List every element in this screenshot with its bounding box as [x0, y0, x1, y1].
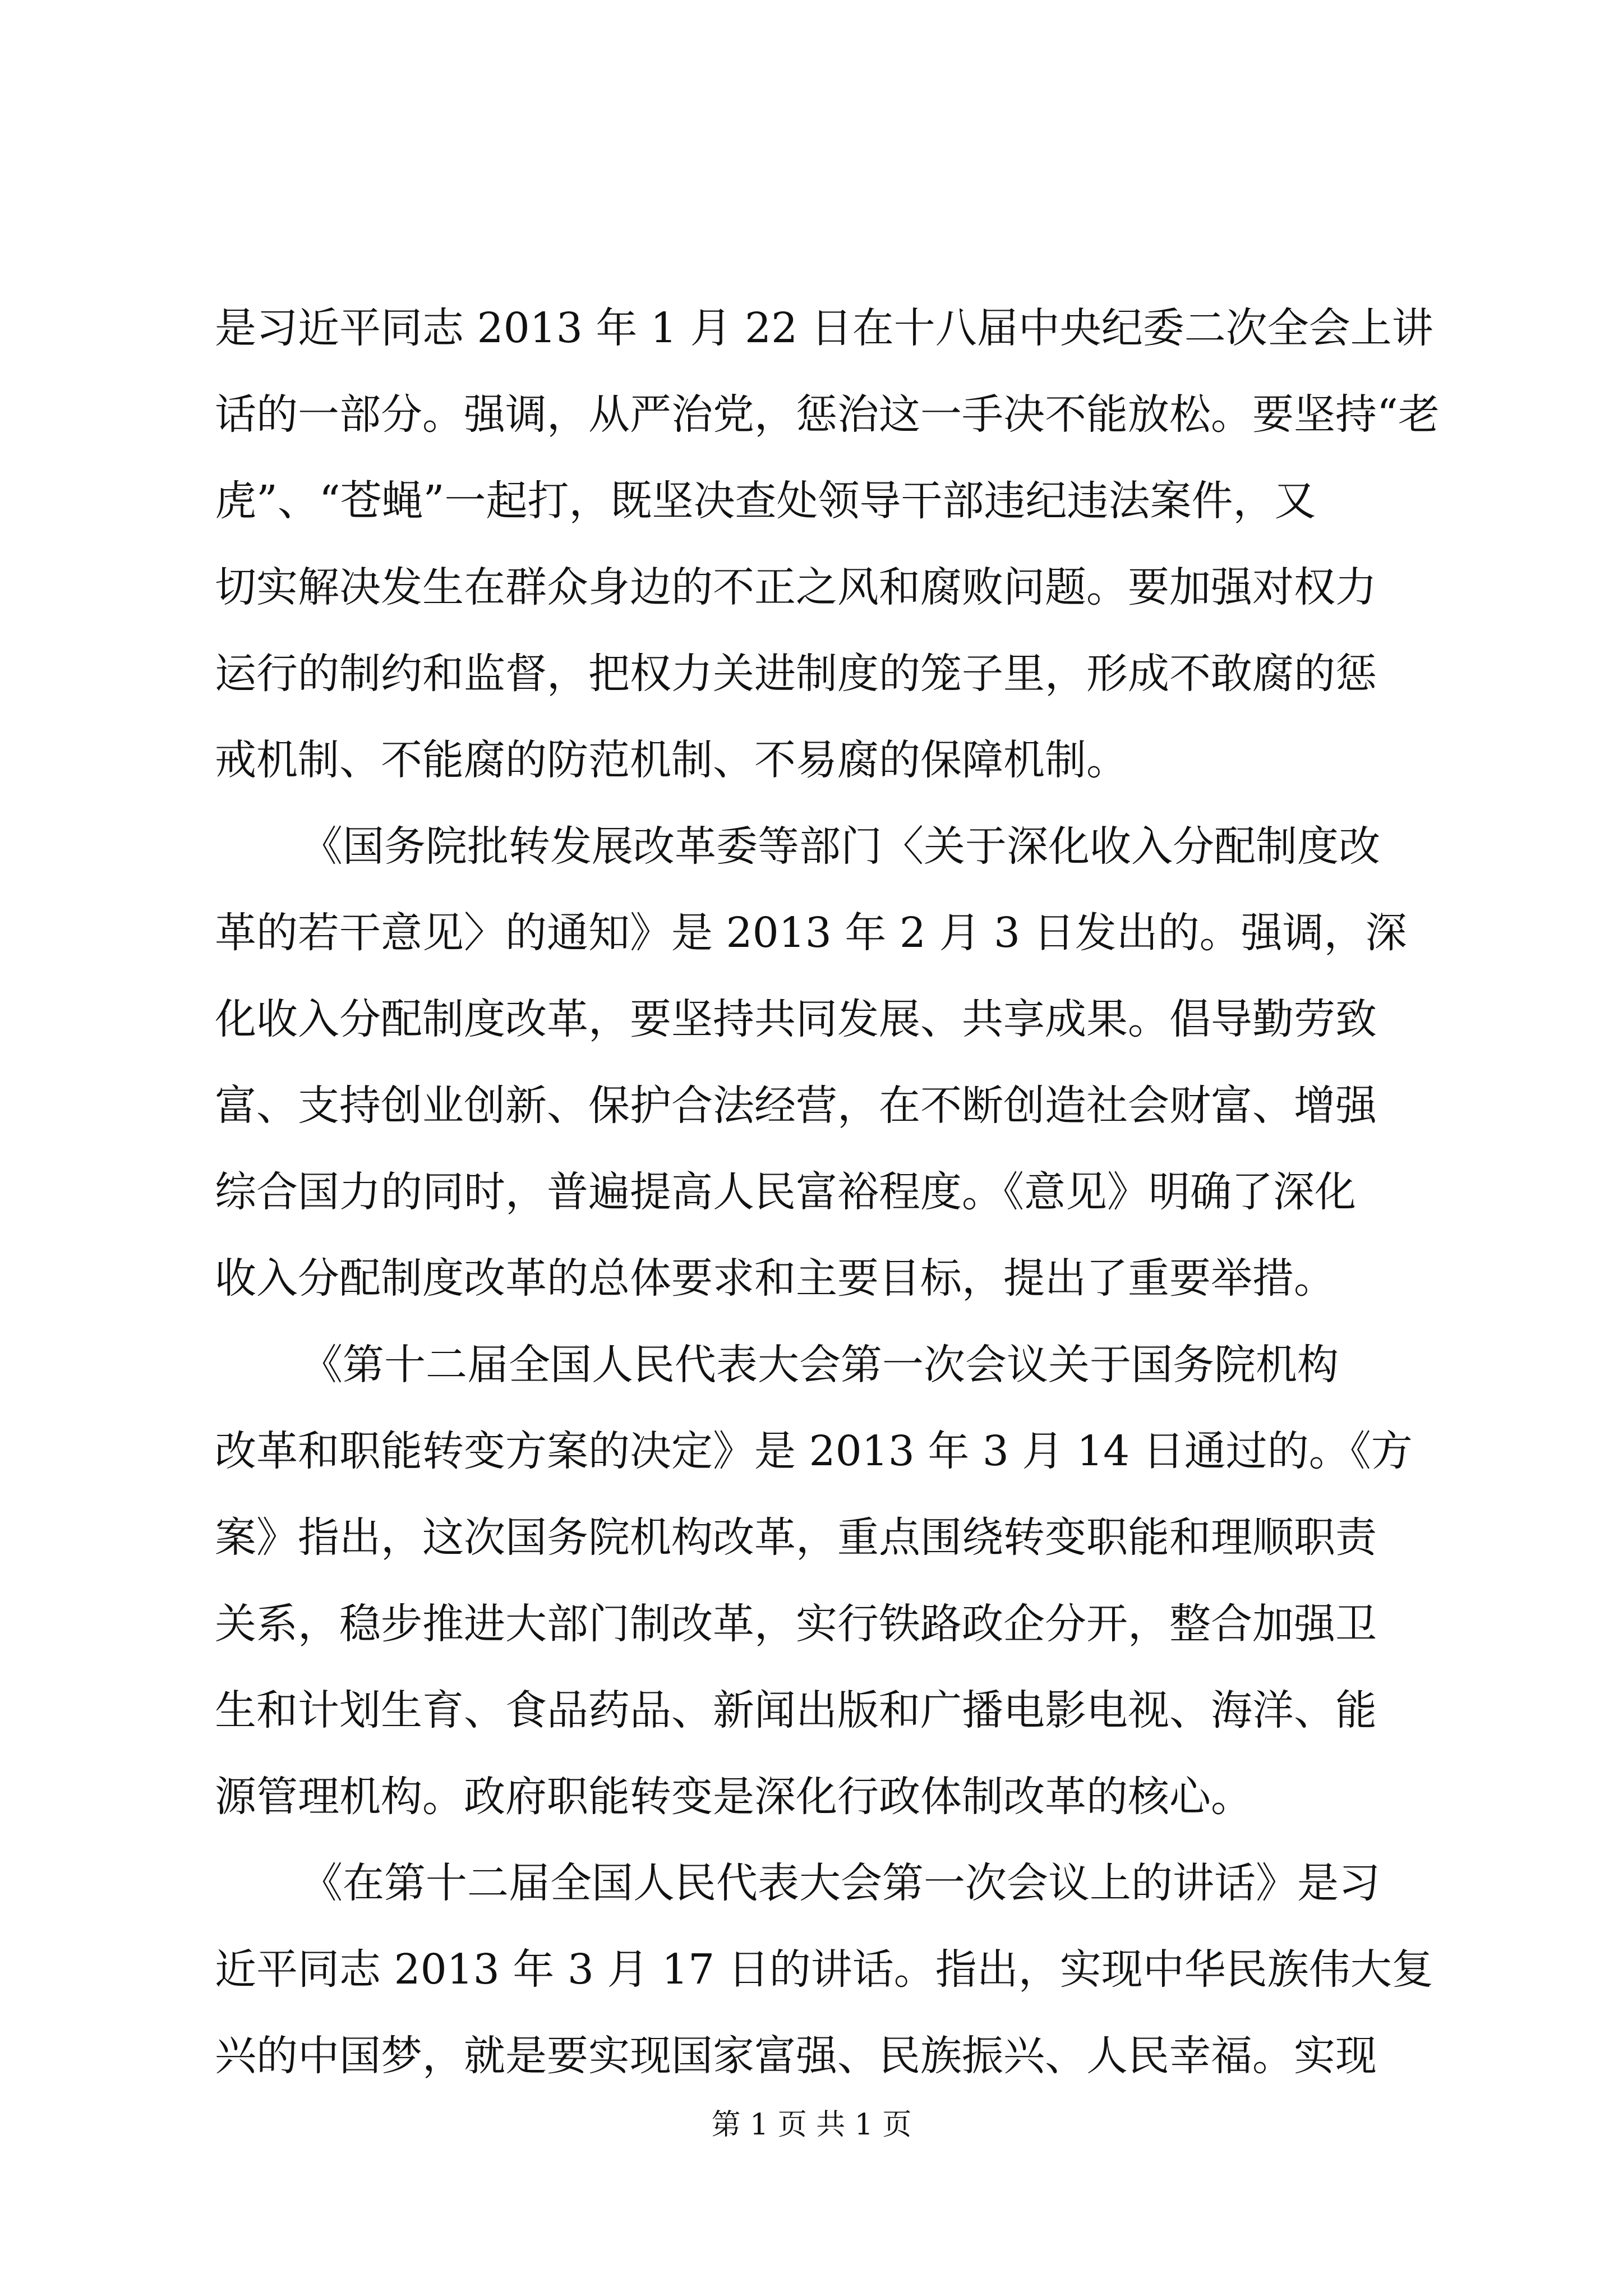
paragraph-3-line-3: 案》指出，这次国务院机构改革，重点围绕转变职能和理顺职责 — [215, 1513, 1377, 1562]
paragraph-3-line-4: 关系，稳步推进大部门制改革，实行铁路政企分开，整合加强卫 — [215, 1600, 1377, 1648]
paragraph-1-line-3: 虎”、“苍蝇”一起打，既坚决查处领导干部违纪违法案件，又 — [215, 477, 1316, 525]
paragraph-2-line-6: 收入分配制度改革的总体要求和主要目标，提出了重要举措。 — [215, 1254, 1335, 1303]
paragraph-3-line-6: 源管理机构。政府职能转变是深化行政体制改革的核心。 — [215, 1773, 1252, 1821]
paragraph-1-line-4: 切实解决发生在群众身边的不正之风和腐败问题。要加强对权力 — [215, 563, 1377, 611]
paragraph-1-line-5: 运行的制约和监督，把权力关进制度的笼子里，形成不敢腐的惩 — [215, 650, 1377, 698]
paragraph-1-line-6: 戒机制、不能腐的防范机制、不易腐的保障机制。 — [215, 736, 1128, 784]
page-number-footer: 第 1 页 共 1 页 — [711, 2108, 912, 2142]
paragraph-2-line-2: 革的若干意见〉的通知》是 2013 年 2 月 3 日发出的。强调，深 — [215, 909, 1407, 957]
paragraph-4-line-2: 近平同志 2013 年 3 月 17 日的讲话。指出，实现中华民族伟大复 — [215, 1945, 1433, 1994]
paragraph-2-line-3: 化收入分配制度改革，要坚持共同发展、共享成果。倡导勤劳致 — [215, 995, 1377, 1043]
paragraph-3-line-1: 《第十二届全国人民代表大会第一次会议关于国务院机构 — [301, 1341, 1339, 1389]
paragraph-2-line-4: 富、支持创业创新、保护合法经营，在不断创造社会财富、增强 — [215, 1082, 1377, 1130]
paragraph-1-line-1: 是习近平同志 2013 年 1 月 22 日在十八届中央纪委二次全会上讲 — [215, 304, 1433, 352]
paragraph-3-line-2: 改革和职能转变方案的决定》是 2013 年 3 月 14 日通过的。《方 — [215, 1427, 1413, 1475]
paragraph-2-line-5: 综合国力的同时，普遍提高人民富裕程度。《意见》明确了深化 — [215, 1168, 1356, 1216]
paragraph-2-line-1: 《国务院批转发展改革委等部门〈关于深化收入分配制度改 — [301, 822, 1380, 871]
paragraph-1-line-2: 话的一部分。强调，从严治党，惩治这一手决不能放松。要坚持“老 — [215, 390, 1440, 439]
paragraph-4-line-1: 《在第十二届全国人民代表大会第一次会议上的讲话》是习 — [301, 1859, 1380, 1907]
paragraph-4-line-3: 兴的中国梦，就是要实现国家富强、民族振兴、人民幸福。实现 — [215, 2032, 1377, 2080]
paragraph-3-line-5: 生和计划生育、食品药品、新闻出版和广播电影电视、海洋、能 — [215, 1686, 1377, 1734]
